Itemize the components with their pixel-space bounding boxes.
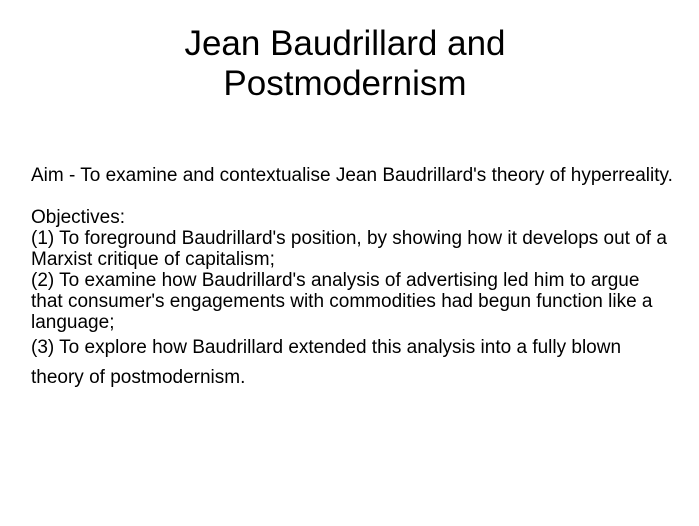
objective-item-3: (3) To explore how Baudrillard extended this analysis into a fully blown theory of postmodernism. <box>31 337 622 388</box>
aim-text: Aim - To examine and contextualise Jean Baudrillard's theory of hyperreality. <box>31 165 673 186</box>
slide-body <box>31 165 676 393</box>
slide-title <box>40 24 650 104</box>
objectives-heading: Objectives: <box>31 207 125 228</box>
paragraph-gap <box>31 186 676 207</box>
objective-item-1: (1) To foreground Baudrillard's position, by showing how it develops out of a Marxist critique of capitalism; <box>31 228 667 270</box>
title-line-2: Postmodernism <box>223 64 467 103</box>
title-line-1: Jean Baudrillard and <box>184 24 506 63</box>
objective-item-2: (2) To examine how Baudrillard's analysis of advertising led him to argue that consumer's engagements with commodities had begun function like a language; <box>31 270 653 333</box>
